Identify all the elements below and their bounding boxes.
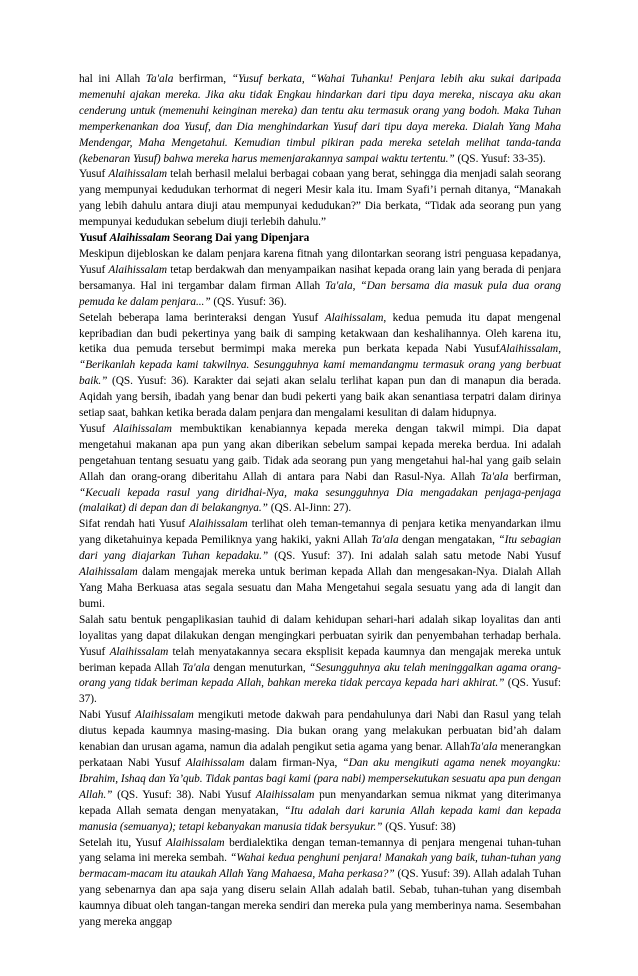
paragraph-two-youths	[79, 311, 561, 422]
italic-text: “Wahai kedua penghuni penjara! Manakah yang baik, tuhan-tuhan yang bermacam-macam itu ataukah Allah Yang Mahaesa, Maha perkasa?”	[79, 852, 561, 881]
italic-text: “Berikanlah kepada kami takwilnya. Sesungguhnya kami memandangmu termasuk orang yang berbuat baik.”	[79, 359, 561, 388]
body-text: berdialektika dengan teman-temannya di penjara mengenai tuhan-tuhan yang selama ini mereka sembah.	[79, 836, 561, 865]
body-text: Setelah beberapa lama berinteraksi dengan Yusuf	[79, 311, 325, 324]
body-text: (QS. Al-Jinn: 27).	[267, 502, 352, 515]
body-text: dengan mengatakan,	[398, 534, 499, 547]
heading-text: Alaihissalam	[109, 232, 171, 245]
body-text: Salah satu bentuk pengaplikasian tauhid di dalam kehidupan sehari-hari adalah sikap loyalitas dan anti loyalitas yang dapat dilakukan dengan mengingkari perbuatan syirik dan penyembahan terhadap berhala. Yusuf	[79, 613, 561, 658]
body-text: (QS. Yusuf: 37).	[79, 677, 561, 706]
italic-text: Ta'ala	[145, 73, 174, 85]
italic-text: Alaihissalam	[79, 566, 138, 579]
body-text: (QS. Yusuf: 36).	[210, 295, 287, 308]
italic-text: Alaihissalam	[135, 709, 194, 722]
body-text: tetap berdakwah dan menyampaikan nasihat kepada orang lain yang berada di penjara bersamanya. Hal ini tergambar dalam firman Allah	[79, 263, 561, 292]
body-text: pun menyandarkan semua nikmat yang diterimanya kepada Allah semata dengan menyatakan,	[79, 788, 562, 817]
heading-text: Seorang Dai yang Dipenjara	[170, 232, 310, 245]
body-text: Yusuf	[79, 168, 109, 181]
italic-text: “Dan aku mengikuti agama nenek moyangku: Ibrahim, Ishaq dan Ya’qub. Tidak pantas bagi kami (para nabi) mempersekutukan sesuatu apa pun dengan Allah.”	[79, 756, 561, 801]
body-text: terlihat oleh teman-temannya di penjara ketika menyandarkan ilmu yang diketahuinya kepada Pemiliknya yang hakiki, yakni Allah	[79, 518, 561, 547]
body-text: berfirman,	[173, 73, 232, 85]
body-text: ,	[352, 279, 361, 292]
italic-text: “Sesungguhnya aku telah meninggalkan agama orang-orang yang tidak beriman kepada Allah, bahkan mereka tidak percaya kepada hari akhirat.”	[79, 661, 561, 690]
paragraph-humility	[79, 517, 561, 612]
italic-text: “Dan bersama dia masuk pula dua orang pemuda ke dalam penjara...”	[79, 279, 561, 308]
section-heading	[79, 231, 561, 247]
italic-text: Ta'ala	[469, 741, 498, 754]
italic-text: Alaihissalam	[185, 756, 245, 769]
body-text: telah menyatakannya secara eksplisit kepada kaumnya dan mengajak mereka untuk beriman kepada Allah	[79, 645, 561, 674]
italic-text: Alaihissalam	[255, 788, 315, 801]
italic-text: Alaihissalam	[109, 645, 169, 658]
paragraph-prayer-yusuf	[79, 72, 561, 167]
italic-text: “Itu adalah dari karunia Allah kepada kami dan kepada manusia (semuanya); tetapi kebanyakan manusia tidak bersyukur.”	[79, 804, 561, 833]
paragraph-dialectic	[79, 836, 561, 931]
italic-text: “Yusuf berkata, “Wahai Tuhanku! Penjara lebih aku sukai daripada memenuhi ajakan mereka. Jika aku tidak Engkau hindarkan dari tipu daya mereka, niscaya aku akan cenderung untuk (memenuhi keinginan mereka) dan tentu aku termasuk orang yang bodoh. Maka Tuhan memperkenankan doa Yusuf, dan Dia menghindarkan Yusuf dari tipu daya mereka. Dialah Yang Maha Mendengar, Maha Mengetahui. Kemudian timbul pikiran pada mereka setelah melihat tanda-tanda (kebenaran Yusuf) bahwa mereka harus memenjarakannya sampai waktu tertentu.”	[79, 73, 561, 165]
italic-text: Alaihissalam	[189, 518, 248, 531]
paragraph-dream-interpretation	[79, 422, 561, 517]
body-text: Yusuf	[79, 422, 114, 435]
body-text: , kedua pemuda itu dapat mengenal kepribadian dan budi pekertinya yang baik di samping ketakwaan dan keshalihannya. Oleh karena itu, ketika dua pemuda tersebut bermimpi maka mereka pun berkata kepada Nabi Yusuf	[79, 311, 561, 356]
body-text: membuktikan kenabiannya kepada mereka dengan takwil mimpi. Dia dapat mengetahui makanan apa pun yang akan diberikan sebelum sampai kepada mereka berdua. Ini adalah pengetahuan tentang sesuatu yang gaib. Tidak ada seorang pun yang mengetahui hal-hal yang gaib selain Allah dan orang-orang diberitahu Allah di antara para Nabi dan Rasul-Nya. Allah	[79, 422, 561, 483]
italic-text: Alaihissalam	[108, 168, 168, 181]
body-text: dalam mengajak mereka untuk beriman kepada Allah dan mengesakan-Nya. Dialah Allah Yang Maha Berkuasa atas segala sesuatu dan Maha Mengetahui segala sesuatu yang ada di langit dan bumi.	[79, 566, 561, 610]
body-text: dalam firman-Nya,	[244, 756, 343, 769]
body-text: dengan menuturkan,	[209, 661, 310, 674]
paragraph-method	[79, 708, 561, 835]
italic-text: Ta'ala	[480, 470, 509, 483]
body-text: Meskipun dijebloskan ke dalam penjara karena fitnah yang dilontarkan seorang istri penguasa kepadanya, Yusuf	[79, 247, 561, 276]
heading-text: Yusuf	[79, 232, 110, 245]
paragraph-trials	[79, 167, 561, 231]
body-text: Nabi Yusuf	[79, 709, 136, 722]
body-text: (QS. Yusuf: 37). Ini adalah salah satu metode Nabi Yusuf	[268, 550, 561, 563]
body-text: Sifat rendah hati Yusuf	[79, 518, 190, 531]
body-text: (QS. Yusuf: 39). Allah adalah Tuhan yang sebenarnya dan apa saja yang diseru selain Allah adalah batil. Sebab, tuhan-tuhan yang disembah kaumnya dibuat oleh tangan-tangan mereka sendiri dan mereka pula yang memberinya nama. Sesembahan yang mereka anggap	[79, 868, 562, 929]
body-text: berfirman,	[508, 470, 561, 483]
body-text: (QS. Yusuf: 36). Karakter dai sejati akan selalu terlihat kapan pun dan di manapun dia berada. Aqidah yang bersih, ibadah yang benar dan budi pekerti yang baik akan senantiasa terpatri dalam dirinya setiap saat, bahkan ketika berada dalam penjara dan mengalami kesulitan di dalam hidupnya.	[79, 375, 561, 420]
italic-text: Alaihissalam	[499, 343, 559, 356]
italic-text: Alaihissalam	[113, 422, 172, 435]
body-text: menerangkan perkataan Nabi Yusuf	[79, 741, 561, 769]
italic-text: “Kecuali kepada rasul yang diridhai-Nya, maka sesungguhnya Dia mengadakan penjaga-penjaga (malaikat) di depan dan di belakangnya.”	[79, 486, 561, 515]
italic-text: Alaihissalam	[108, 263, 168, 276]
body-text: (QS. Yusuf: 38)	[382, 820, 456, 833]
italic-text: Ta'ala	[325, 279, 353, 292]
body-text: (QS. Yusuf: 38). Nabi Yusuf	[112, 788, 256, 801]
body-text: ,	[558, 343, 561, 356]
body-text: telah berhasil melalui berbagai cobaan yang berat, sehingga dia menjadi salah seorang yang mempunyai kedudukan terhormat di negeri Mesir kala itu. Imam Syafi’i pernah ditanya, “Manakah yang lebih dahulu antara diuji atau mempunyai kedudukan?” Dia berkata, “Tidak ada seorang pun yang mempunyai kedudukan sebelum diuji terlebih dahulu.”	[79, 168, 561, 229]
body-text: mengikuti metode dakwah para pendahulunya dari Nabi dan Rasul yang telah diutus kepada kaumnya masing-masing. Dia bukan orang yang melakukan perbuatan bid’ah dalam kenabian dan urusan agama, namun dia adalah pengikut setia agama yang benar. Allah	[79, 709, 561, 754]
paragraph-tauhid	[79, 613, 561, 708]
italic-text: Alaihissalam	[165, 836, 225, 849]
paragraph-imprisoned	[79, 247, 561, 311]
italic-text: Ta'ala	[371, 534, 399, 547]
document-page	[79, 72, 561, 931]
italic-text: Ta'ala	[182, 661, 210, 674]
italic-text: Alaihissalam	[324, 311, 384, 324]
body-text: hal ini Allah	[79, 73, 146, 85]
italic-text: “Itu sebagian dari yang diajarkan Tuhan kepadaku.”	[79, 534, 561, 563]
body-text: Setelah itu, Yusuf	[79, 836, 166, 849]
body-text: (QS. Yusuf: 33-35).	[454, 152, 546, 165]
